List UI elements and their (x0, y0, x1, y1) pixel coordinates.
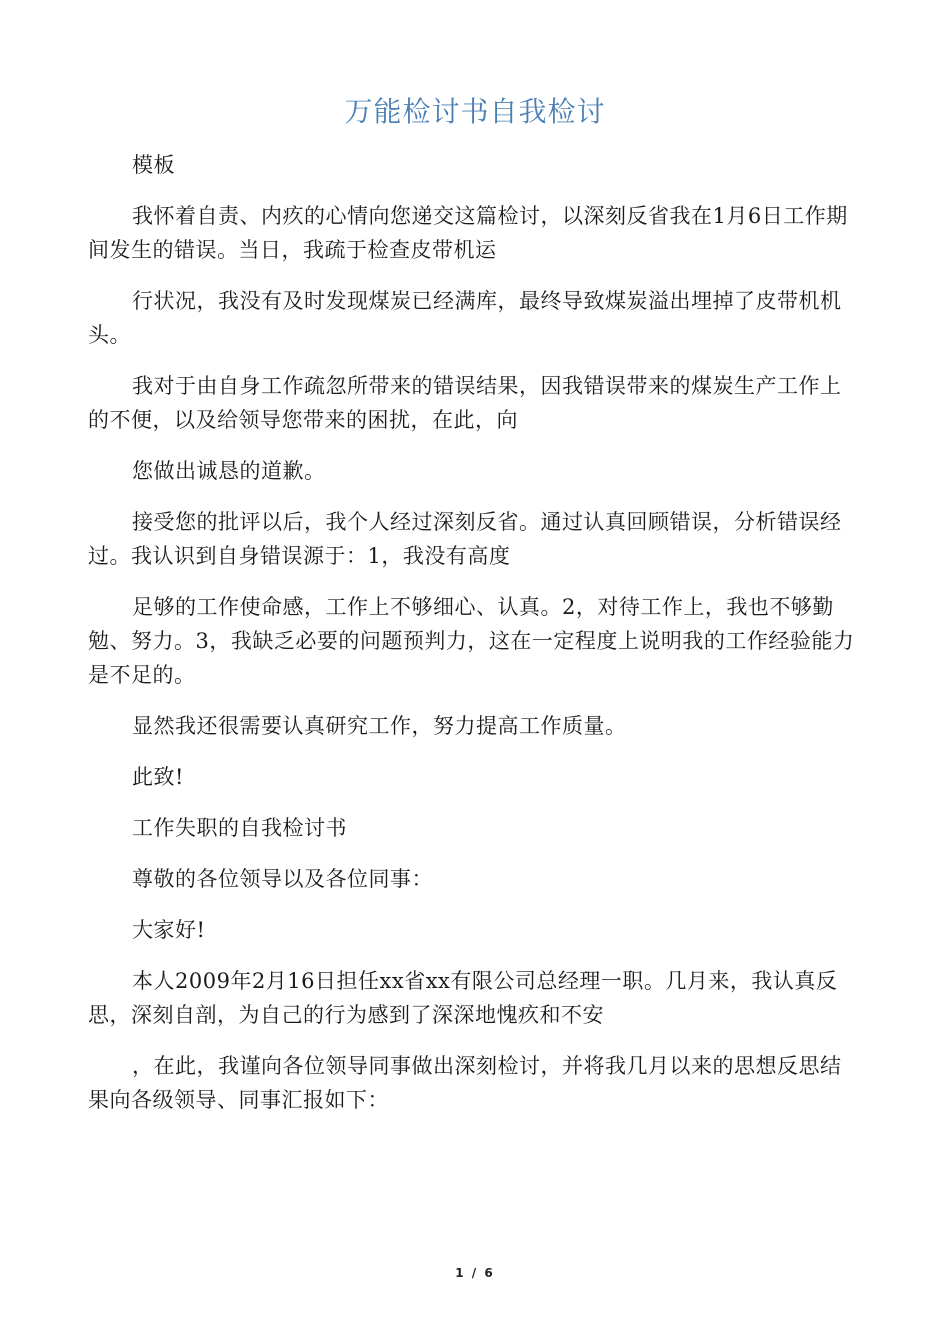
document-title: 万能检讨书自我检讨 (344, 95, 606, 128)
paragraph: ，在此，我谨向各位领导同事做出深刻检讨，并将我几月以来的思想反思结果向各级领导、同事汇报如下： (88, 1054, 842, 1112)
paragraph: 模板 (132, 153, 175, 177)
paragraph: 足够的工作使命感，工作上不够细心、认真。2，对待工作上，我也不够勤勉、努力。3，我缺乏必要的问题预判力，这在一定程度上说明我的工作经验能力是不足的。 (88, 595, 855, 687)
paragraph: 行状况，我没有及时发现煤炭已经满库，最终导致煤炭溢出埋掉了皮带机机头。 (88, 289, 842, 347)
paragraph: 本人2009年2月16日担任xx省xx有限公司总经理一职。几月来，我认真反思，深刻自剖，为自己的行为感到了深深地愧疚和不安 (88, 969, 838, 1027)
paragraph: 显然我还很需要认真研究工作，努力提高工作质量。 (132, 714, 627, 738)
paragraph: 您做出诚恳的道歉。 (132, 459, 326, 483)
paragraph: 大家好! (132, 918, 206, 942)
paragraph: 我对于由自身工作疏忽所带来的错误结果，因我错误带来的煤炭生产工作上的不便，以及给领导您带来的困扰，在此，向 (88, 374, 842, 432)
paragraph: 工作失职的自我检讨书 (132, 816, 347, 840)
paragraph: 接受您的批评以后，我个人经过深刻反省。通过认真回顾错误，分析错误经过。我认识到自身错误源于：1，我没有高度 (88, 510, 842, 568)
document-body (88, 148, 862, 1134)
page-indicator: 1 / 6 (455, 1266, 495, 1280)
paragraph: 我怀着自责、内疚的心情向您递交这篇检讨，以深刻反省我在1月6日工作期间发生的错误。当日，我疏于检查皮带机运 (88, 204, 848, 262)
paragraph: 尊敬的各位领导以及各位同事： (132, 867, 433, 891)
paragraph: 此致! (132, 765, 184, 789)
